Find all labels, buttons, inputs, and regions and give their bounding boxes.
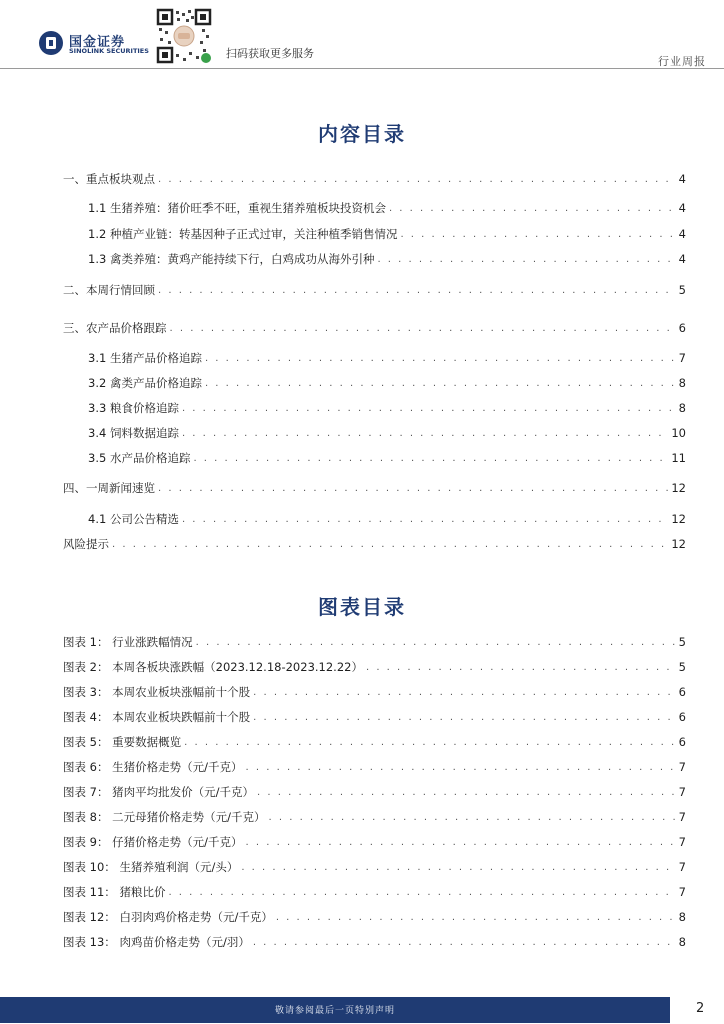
figure-entry[interactable] — [63, 859, 686, 875]
logo-text-en: SINOLINK SECURITIES — [69, 47, 149, 55]
toc-entry[interactable] — [63, 480, 686, 496]
figure-entry-label: 图表 1： 行业涨跌幅情况 — [63, 635, 193, 649]
page-header — [0, 0, 724, 70]
toc-entry-label: 3.3 粮食价格追踪 — [88, 401, 179, 415]
report-type-label: 行业周报 — [658, 55, 706, 68]
toc-entry-label: 1.3 禽类养殖：黄鸡产能持续下行，白鸡成功从海外引种 — [88, 252, 375, 266]
toc-entry-page: 12 — [671, 512, 686, 526]
toc-entry-label: 1.2 种植产业链：转基因种子正式过审，关注种植季销售情况 — [88, 227, 398, 241]
toc-entry-page: 10 — [671, 426, 686, 440]
toc-entry[interactable] — [88, 511, 686, 527]
toc-entry[interactable] — [63, 282, 686, 298]
figure-entry-label: 图表 6： 生猪价格走势（元/千克） — [63, 760, 243, 774]
qr-code-icon[interactable] — [156, 8, 212, 64]
figure-entry-label: 图表 8： 二元母猪价格走势（元/千克） — [63, 810, 266, 824]
toc-entry-label: 一、重点板块观点 — [63, 172, 155, 186]
dot-leader — [182, 513, 668, 527]
sinolink-logo-icon — [38, 30, 64, 56]
toc-entry[interactable] — [88, 375, 686, 391]
figure-entry-label: 图表 10： 生猪养殖利润（元/头） — [63, 860, 239, 874]
figure-entry-page: 7 — [678, 785, 686, 799]
toc-entry-label: 3.2 禽类产品价格追踪 — [88, 376, 202, 390]
figure-entry[interactable] — [63, 909, 686, 925]
dot-leader — [389, 202, 676, 216]
figure-entry[interactable] — [63, 884, 686, 900]
dot-leader — [377, 253, 675, 267]
dot-leader — [253, 711, 676, 725]
figure-entry[interactable] — [63, 934, 686, 950]
toc-entry-page: 8 — [678, 376, 686, 390]
figure-entry-page: 6 — [678, 710, 686, 724]
figure-entry[interactable] — [63, 834, 686, 850]
dot-leader — [196, 636, 676, 650]
figure-entry-page: 6 — [678, 685, 686, 699]
figure-entry-page: 7 — [678, 860, 686, 874]
figures-title: 图表目录 — [318, 595, 406, 619]
toc-entry-page: 7 — [678, 351, 686, 365]
figure-entry-page: 7 — [678, 810, 686, 824]
figure-entry-label: 图表 7： 猪肉平均批发价（元/千克） — [63, 785, 255, 799]
dot-leader — [182, 427, 668, 441]
toc-title: 内容目录 — [318, 122, 406, 146]
toc-entry[interactable] — [88, 251, 686, 267]
figure-entry-label: 图表 4： 本周农业板块跌幅前十个股 — [63, 710, 251, 724]
dot-leader — [205, 352, 676, 366]
figure-entry[interactable] — [63, 659, 686, 675]
toc-entry-page: 8 — [678, 401, 686, 415]
dot-leader — [193, 452, 668, 466]
dot-leader — [158, 284, 676, 298]
toc-entry[interactable] — [88, 450, 686, 466]
toc-entry-label: 3.1 生猪产品价格追踪 — [88, 351, 202, 365]
toc-entry[interactable] — [63, 171, 686, 187]
toc-entry[interactable] — [88, 226, 686, 242]
toc-entry[interactable] — [88, 400, 686, 416]
figure-entry-page: 7 — [678, 835, 686, 849]
figure-entry[interactable] — [63, 634, 686, 650]
toc-entry-page: 4 — [678, 227, 686, 241]
figure-entry-label: 图表 2： 本周各板块涨跌幅（2023.12.18-2023.12.22） — [63, 660, 363, 674]
figure-entry-label: 图表 5： 重要数据概览 — [63, 735, 182, 749]
dot-leader — [158, 173, 676, 187]
figure-entry-page: 8 — [678, 910, 686, 924]
figure-entry-page: 8 — [678, 935, 686, 949]
dot-leader — [276, 911, 676, 925]
figure-entry-page: 5 — [678, 660, 686, 674]
figure-entry[interactable] — [63, 734, 686, 750]
toc-entry[interactable] — [63, 320, 686, 336]
figure-entry-page: 5 — [678, 635, 686, 649]
toc-entry-page: 4 — [678, 252, 686, 266]
figure-entry[interactable] — [63, 784, 686, 800]
dot-leader — [182, 402, 676, 416]
toc-entry[interactable] — [88, 200, 686, 216]
dot-leader — [168, 886, 675, 900]
toc-entry-label: 3.4 饲料数据追踪 — [88, 426, 179, 440]
dot-leader — [170, 322, 676, 336]
figure-entry-label: 图表 3： 本周农业板块涨幅前十个股 — [63, 685, 251, 699]
figure-entry[interactable] — [63, 759, 686, 775]
toc-entry[interactable] — [88, 350, 686, 366]
company-logo — [38, 30, 148, 56]
figure-entry-page: 7 — [678, 760, 686, 774]
dot-leader — [205, 377, 676, 391]
toc-entry-page: 12 — [671, 481, 686, 495]
dot-leader — [158, 482, 668, 496]
dot-leader — [246, 761, 676, 775]
scan-prompt-text: 扫码获取更多服务 — [226, 47, 314, 60]
toc-entry-page: 4 — [678, 201, 686, 215]
dot-leader — [246, 836, 676, 850]
figure-entry[interactable] — [63, 809, 686, 825]
toc-entry-label: 1.1 生猪养殖：猪价旺季不旺，重视生猪养殖板块投资机会 — [88, 201, 386, 215]
toc-entry-page: 6 — [678, 321, 686, 335]
toc-entry[interactable] — [88, 425, 686, 441]
toc-entry-page: 12 — [671, 537, 686, 551]
page-number: 2 — [696, 1001, 705, 1016]
figure-entry-label: 图表 9： 仔猪价格走势（元/千克） — [63, 835, 243, 849]
figure-entry-page: 6 — [678, 735, 686, 749]
figure-entry-label: 图表 13： 肉鸡苗价格走势（元/羽） — [63, 935, 250, 949]
header-divider — [0, 68, 724, 69]
figure-entry[interactable] — [63, 684, 686, 700]
toc-entry-page: 5 — [678, 283, 686, 297]
dot-leader — [112, 538, 668, 552]
toc-entry-page: 11 — [671, 451, 686, 465]
dot-leader — [269, 811, 676, 825]
dot-leader — [366, 661, 676, 675]
toc-entry[interactable] — [63, 536, 686, 552]
toc-entry-label: 四、一周新闻速览 — [63, 481, 155, 495]
toc-entry-label: 风险提示 — [63, 537, 109, 551]
toc-entry-label: 4.1 公司公告精选 — [88, 512, 179, 526]
figure-entry[interactable] — [63, 709, 686, 725]
toc-entry-label: 二、本周行情回顾 — [63, 283, 155, 297]
dot-leader — [253, 686, 676, 700]
figure-entry-page: 7 — [678, 885, 686, 899]
dot-leader — [241, 861, 675, 875]
toc-entry-label: 3.5 水产品价格追踪 — [88, 451, 191, 465]
dot-leader — [257, 786, 676, 800]
figure-entry-label: 图表 11： 猪粮比价 — [63, 885, 166, 899]
toc-entry-label: 三、农产品价格跟踪 — [63, 321, 167, 335]
figure-entry-label: 图表 12： 白羽肉鸡价格走势（元/千克） — [63, 910, 273, 924]
dot-leader — [253, 936, 676, 950]
footer-disclaimer: 敬请参阅最后一页特别声明 — [274, 1006, 395, 1016]
logo-text-cn: 国金证券 — [69, 35, 126, 50]
toc-entry-page: 4 — [678, 172, 686, 186]
dot-leader — [400, 228, 675, 242]
dot-leader — [184, 736, 676, 750]
